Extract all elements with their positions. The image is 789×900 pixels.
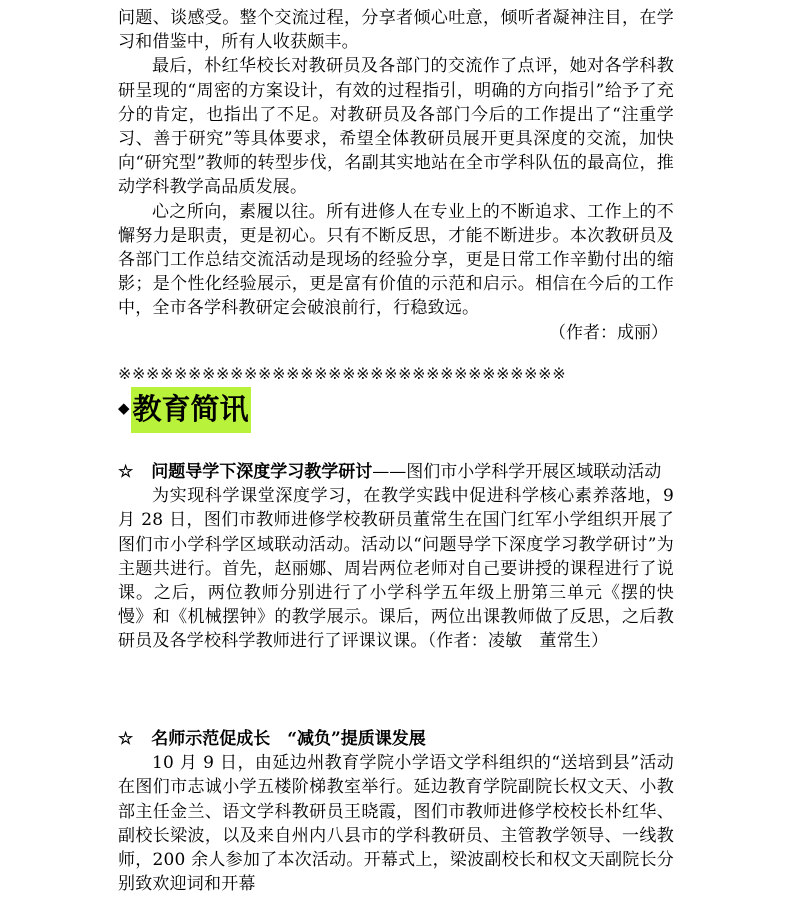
paragraph-review: 最后，朴红华校长对教研员及各部门的交流作了点评，她对各学科教研呈现的“周密的方案设计，有效的过程指引，明确的方向指引”给予了充分的肯定，也指出了不足。对教研员及各部门今后的工作提出了“注重学习、善于研究”等具体要求，希望全体教研员展开更具深度的交流，加快向“研究型”教师的转型步伐，名副其实地站在全市学科队伍的最高位，推动学科教学高品质发展。 (118, 56, 674, 198)
star-icon: ☆ (118, 462, 134, 482)
news-headline (118, 460, 674, 484)
previous-article-tail (118, 6, 674, 345)
paragraph-continued: 问题、谈感受。整个交流过程，分享者倾心吐意，倾听者凝神注目，在学习和借鉴中，所有人收获颇丰。 (118, 8, 674, 53)
author-credit: （作者：成丽） (549, 322, 668, 343)
news-headline (118, 727, 674, 751)
section-title-text: 教育简讯 (131, 387, 251, 433)
news-body: 为实现科学课堂深度学习，在教学实践中促进科学核心素养落地，9 月 28 日，图们市教师进修学校教研员董常生在国门红军小学组织开展了图们市小学科学区域联动活动。活动以“问题导学下深度学习教学研讨”为主题共进行。首先，赵丽娜、周岩两位老师对自己要讲授的课程进行了说课。之后，两位教师分别进行了小学科学五年级上册第三单元《摆的快慢》和《机械摆钟》的教学展示。课后，两位出课教师做了反思，之后教研员及各学校科学教师进行了评课议课。（作者：凌敏 董常生） (118, 486, 674, 652)
news-item (118, 460, 674, 654)
news-item (118, 727, 674, 896)
star-icon: ☆ (118, 729, 134, 749)
diamond-icon: ◆ (118, 399, 130, 417)
section-heading (118, 386, 251, 434)
paragraph-conclusion: 心之所向，素履以往。所有进修人在专业上的不断追求、工作上的不懈努力是职责，更是初心。只有不断反思，才能不断进步。本次教研员及各部门工作总结交流活动是现场的经验分享，更是日常工作辛勤付出的缩影；是个性化经验展示，更是富有价值的示范和启示。相信在今后的工作中，全市各学科教研定会破浪前行，行稳致远。 (118, 201, 674, 319)
news-subtitle: ——图们市小学科学开展区域联动活动 (372, 462, 662, 482)
news-title: 名师示范促成长 “减负”提质课发展 (151, 729, 426, 749)
section-divider: ※※※※※※※※※※※※※※※※※※※※※※※※※※※※※※※※ (118, 364, 567, 383)
news-body: 10 月 9 日，由延边州教育学院小学语文学科组织的“送培到县”活动在图们市志诚小学五楼阶梯教室举行。延边教育学院副院长权文天、小教部主任金兰、语文学科教研员王晓霞，图们市教师进修学校校长朴红华、副校长梁波，以及来自州内八县市的学科教研员、主管教学领导、一线教师，200 余人参加了本次活动。开幕式上，梁波副校长和权文天副院长分别致欢迎词和开幕 (118, 753, 674, 895)
news-title: 问题导学下深度学习教学研讨 (151, 462, 373, 482)
